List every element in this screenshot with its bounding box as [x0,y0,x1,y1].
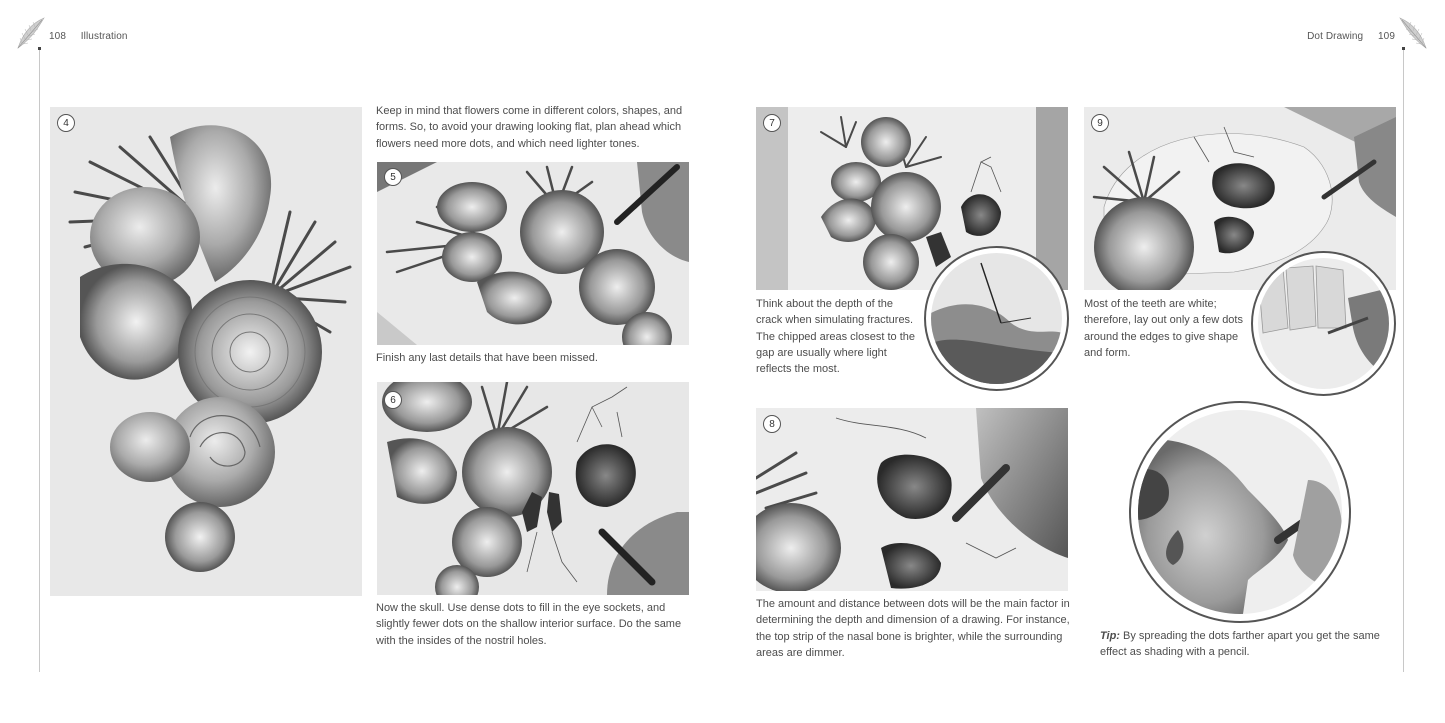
step-8-badge: 8 [763,415,781,433]
margin-rule-right [1403,50,1404,672]
step-4-image [50,107,362,596]
running-head-right: Dot Drawing [1307,31,1364,42]
step-6-caption: Now the skull. Use dense dots to fill in the eye sockets, and slightly fewer dots on the shallow interior surface. Do the same with the insides of the nostril holes. [376,602,682,647]
intro-paragraph: Keep in mind that flowers come in different colors, shapes, and forms. So, to avoid your drawing looking flat, plan ahead which flowers need more dots, and which need lighter tones. [376,105,683,150]
step-8-caption: The amount and distance between dots will be the main factor in determining the depth and dimension of a drawing. For instance, the top strip of the nasal bone is brighter, while the surrounding areas are dimmer. [756,598,1070,659]
feather-ornament-left-icon [14,16,46,50]
nasal-detail-circle [1129,401,1351,623]
tip-paragraph [1100,628,1390,661]
step-5-badge: 5 [384,168,402,186]
step-9-caption: Most of the teeth are white; therefore, lay out only a few dots around the edges to give shape and form. [1084,298,1243,359]
step-7-caption: Think about the depth of the crack when simulating fractures. The chipped areas closest to the gap are usually where light reflects the most. [756,298,915,376]
feather-ornament-right-icon [1398,16,1430,50]
step-9-detail-circle [1251,251,1396,396]
step-8-image [756,408,1068,591]
running-head-left: Illustration [80,31,128,42]
step-5-image [377,162,689,345]
tip-text: By spreading the dots farther apart you get the same effect as shading with a pencil. [1100,630,1380,659]
step-6-image [377,382,689,595]
margin-rule-left [39,50,40,672]
step-4-badge: 4 [57,114,75,132]
tip-label: Tip: [1100,630,1120,642]
step-6-badge: 6 [384,391,402,409]
step-5-caption: Finish any last details that have been missed. [376,352,598,364]
step-7-badge: 7 [763,114,781,132]
step-7-detail-circle [924,246,1069,391]
page-number-right: 109 [1378,31,1395,42]
page-number-left: 108 [49,31,66,42]
step-9-badge: 9 [1091,114,1109,132]
